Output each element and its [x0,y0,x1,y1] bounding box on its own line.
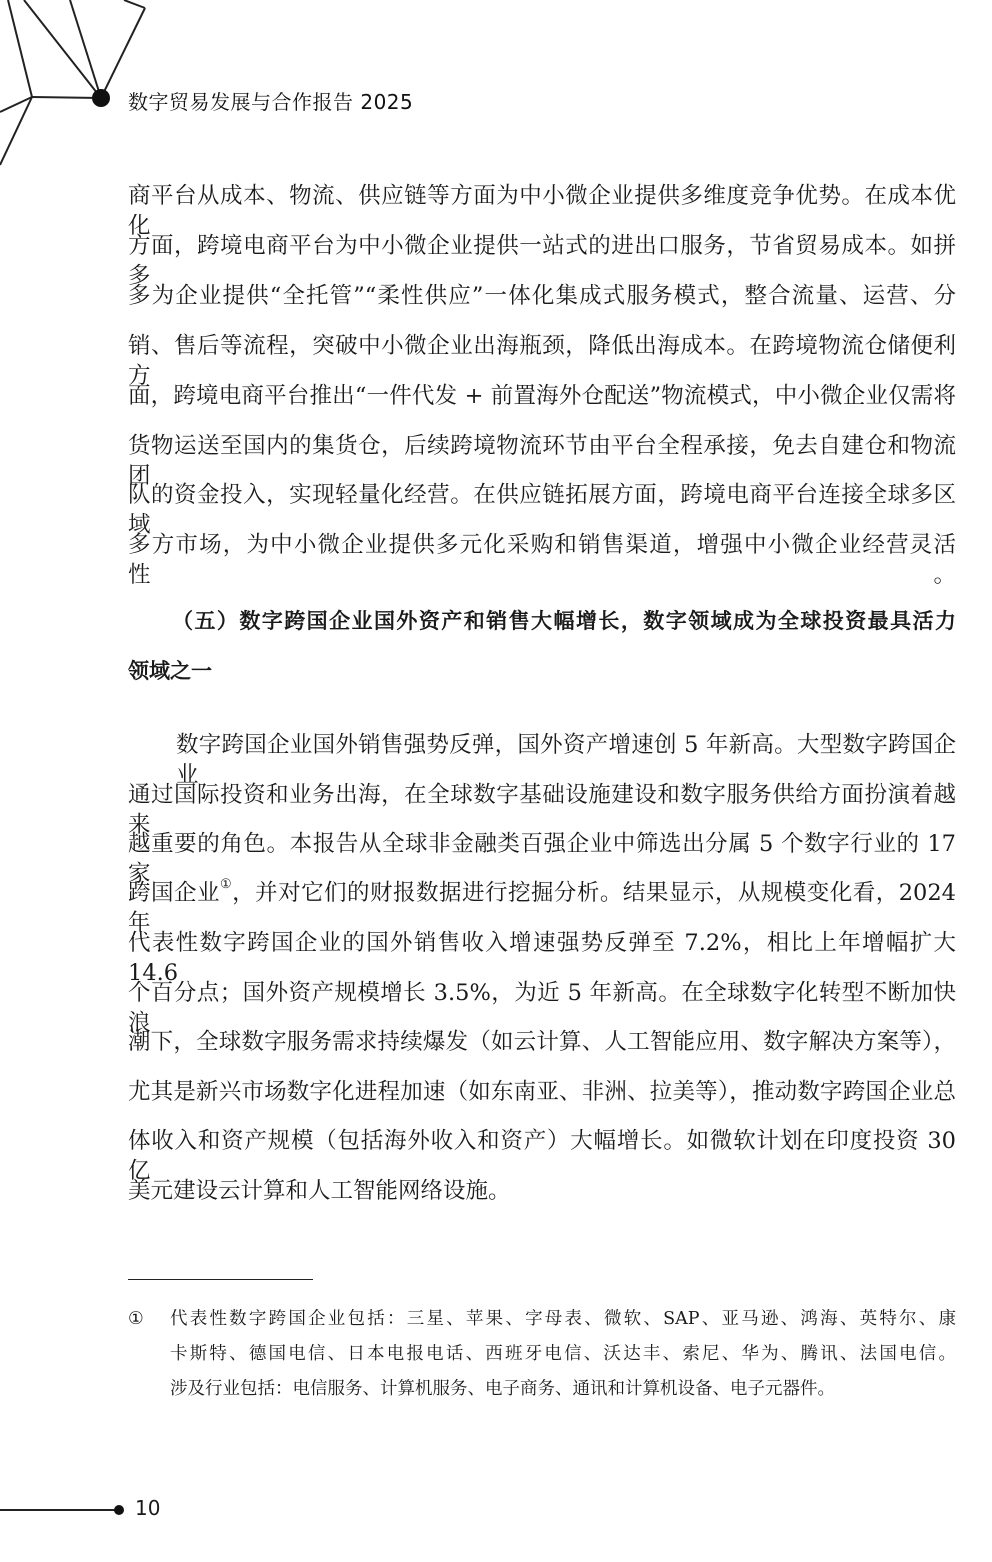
footnote-line: 涉及行业包括：电信服务、计算机服务、电子商务、通讯和计算机设备、电子元器件。 [170,1379,835,1399]
body-line: 潮下，全球数字服务需求持续爆发（如云计算、人工智能应用、数字解决方案等）， [128,1029,956,1055]
body-line: 队的资金投入，实现轻量化经营。在供应链拓展方面，跨境电商平台连接全球多区域 [128,482,956,539]
section-heading-line-2: 领域之一 [128,659,212,683]
body-line: 数字跨国企业国外销售强势反弹，国外资产增速创 5 年新高。大型数字跨国企业 [176,732,956,788]
body-line [128,877,956,936]
body-line: 货物运送至国内的集货仓，后续跨境物流环节由平台全程承接，免去自建仓和物流团 [128,432,956,489]
body-line: 通过国际投资和业务出海，在全球数字基础设施建设和数字服务供给方面扮演着越来 [128,782,956,838]
body-line: 越重要的角色。本报告从全球非金融类百强企业中筛选出分属 5 个数字行业的 17 家 [128,831,956,887]
body-line: 多为企业提供“全托管”“柔性供应”一体化集成式服务模式，整合流量、运营、分 [128,282,956,309]
body-line: 多方市场，为中小微企业提供多元化采购和销售渠道，增强中小微企业经营灵活性。 [128,532,956,589]
section-heading-line-1: （五）数字跨国企业国外资产和销售大幅增长，数字领域成为全球投资最具活力 [172,609,956,633]
body-line: 商平台从成本、物流、供应链等方面为中小微企业提供多维度竞争优势。在成本优化 [128,183,956,239]
body-line: 方面，跨境电商平台为中小微企业提供一站式的进出口服务，节省贸易成本。如拼多 [128,232,956,289]
body-line: 代表性数字跨国企业的国外销售收入增速强势反弹至 7.2%，相比上年增幅扩大 14.6 [128,930,956,986]
footnote-line: 卡斯特、德国电信、日本电报电话、西班牙电信、沃达丰、索尼、华为、腾讯、法国电信。 [170,1344,956,1364]
running-title: 数字贸易发展与合作报告 2025 [128,90,414,114]
footer-line-icon [0,1500,130,1520]
body-line: 美元建设云计算和人工智能网络设施。 [128,1178,511,1204]
body-line-segment: 跨国企业 [128,880,220,906]
body-line: 体收入和资产规模（包括海外收入和资产）大幅增长。如微软计划在印度投资 30 亿 [128,1128,956,1184]
footnote-marker: ① [128,1309,144,1329]
page-number: 10 [135,1496,161,1520]
body-line-segment: ，并对它们的财报数据进行挖掘分析。结果显示，从规模变化看，2024 年 [128,880,956,936]
body-line: 面，跨境电商平台推出“一件代发 + 前置海外仓配送”物流模式，中小微企业仅需将 [128,382,956,409]
footnote-line: 代表性数字跨国企业包括：三星、苹果、字母表、微软、SAP、亚马逊、鸿海、英特尔、康 [170,1309,956,1329]
footnote-divider [128,1279,313,1280]
body-line: 个百分点；国外资产规模增长 3.5%，为近 5 年新高。在全球数字化转型不断加快浪 [128,980,956,1036]
body-line: 销、售后等流程，突破中小微企业出海瓶颈，降低出海成本。在跨境物流仓储便利方 [128,332,956,389]
body-line: 尤其是新兴市场数字化进程加速（如东南亚、非洲、拉美等），推动数字跨国企业总 [128,1079,956,1105]
network-decoration-icon [0,0,160,170]
footnote-reference: ① [219,877,233,892]
